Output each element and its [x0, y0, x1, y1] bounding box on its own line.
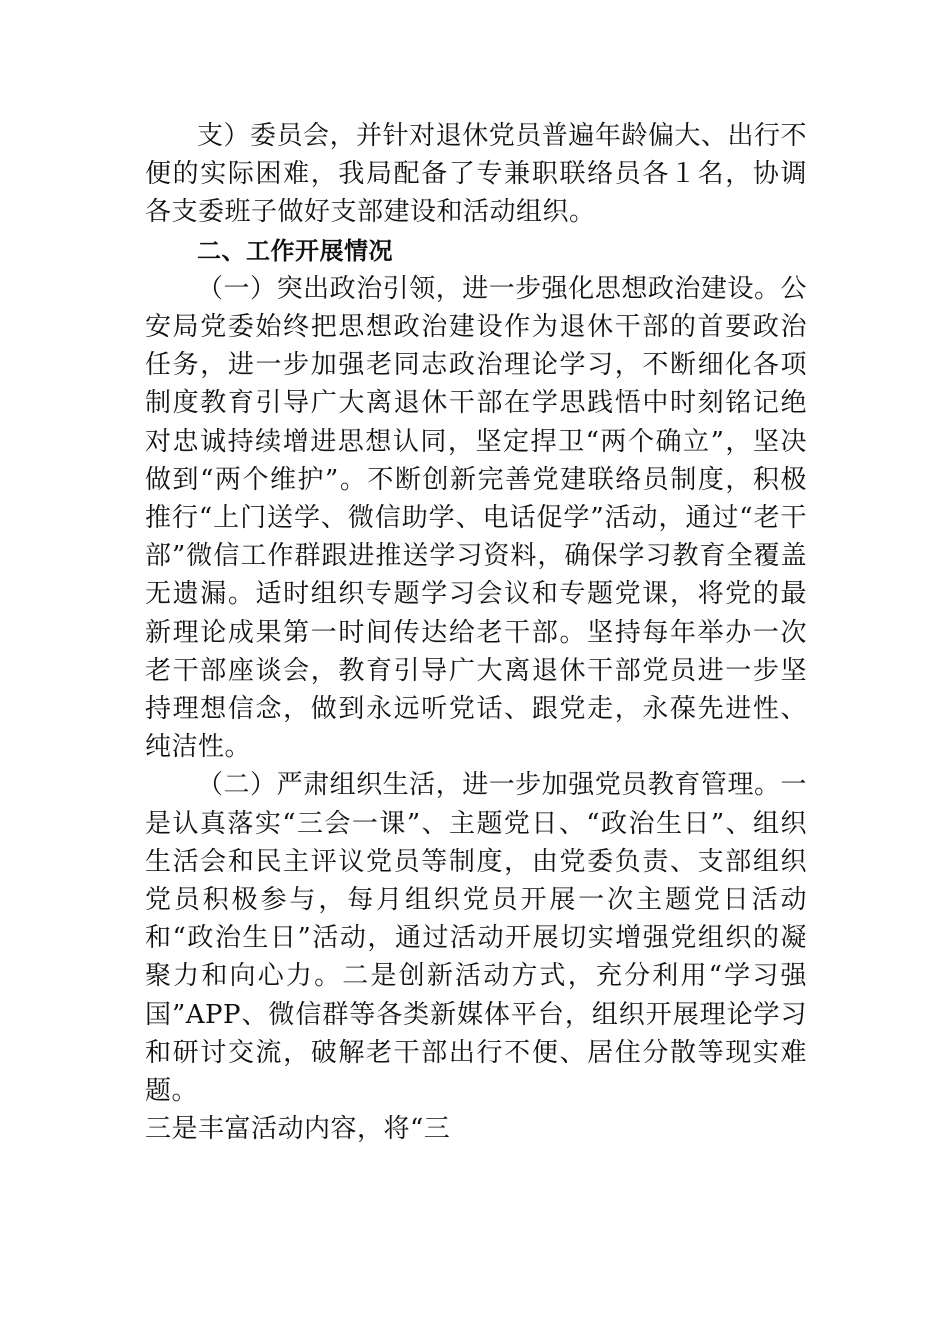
paragraph-committee-staffing: 支）委员会，并针对退休党员普遍年龄偏大、出行不便的实际困难，我局配备了专兼职联络员各１名，协调各支委班子做好支部建设和活动组织。 [145, 121, 807, 228]
section-heading-work-progress: 二、工作开展情况 [197, 236, 393, 265]
paragraph-enrich-activities: 三是丰富活动内容，将“三 [145, 1114, 451, 1145]
document-body [145, 117, 807, 1148]
paragraph-political-guidance: （一）突出政治引领，进一步强化思想政治建设。公安局党委始终把思想政治建设作为退休干部的首要政治任务，进一步加强老同志政治理论学习，不断细化各项制度教育引导广大离退休干部在学思践悟中时刻铭记绝对忠诚持续增进思想认同，坚定捍卫“两个确立”，坚决做到“两个维护”。不断创新完善党建联络员制度，积极推行“上门送学、微信助学、电话促学”活动，通过“老干部”微信工作群跟进推送学习资料，确保学习教育全覆盖无遗漏。适时组织专题学习会议和专题党课，将党的最新理论成果第一时间传达给老干部。坚持每年举办一次老干部座谈会，教育引导广大离退休干部党员进一步坚持理想信念，做到永远听党话、跟党走，永葆先进性、纯洁性。 [145, 273, 807, 763]
paragraph-organizational-life: （二）严肃组织生活，进一步加强党员教育管理。一是认真落实“三会一课”、主题党日、“政治生日”、组织生活会和民主评议党员等制度，由党委负责、支部组织党员积极参与，每月组织党员开展一次主题党日活动和“政治生日”活动，通过活动开展切实增强党组织的凝聚力和向心力。二是创新活动方式，充分利用“学习强国”APP、微信群等各类新媒体平台，组织开展理论学习和研讨交流，破解老干部出行不便、居住分散等现实难题。 [145, 770, 807, 1107]
